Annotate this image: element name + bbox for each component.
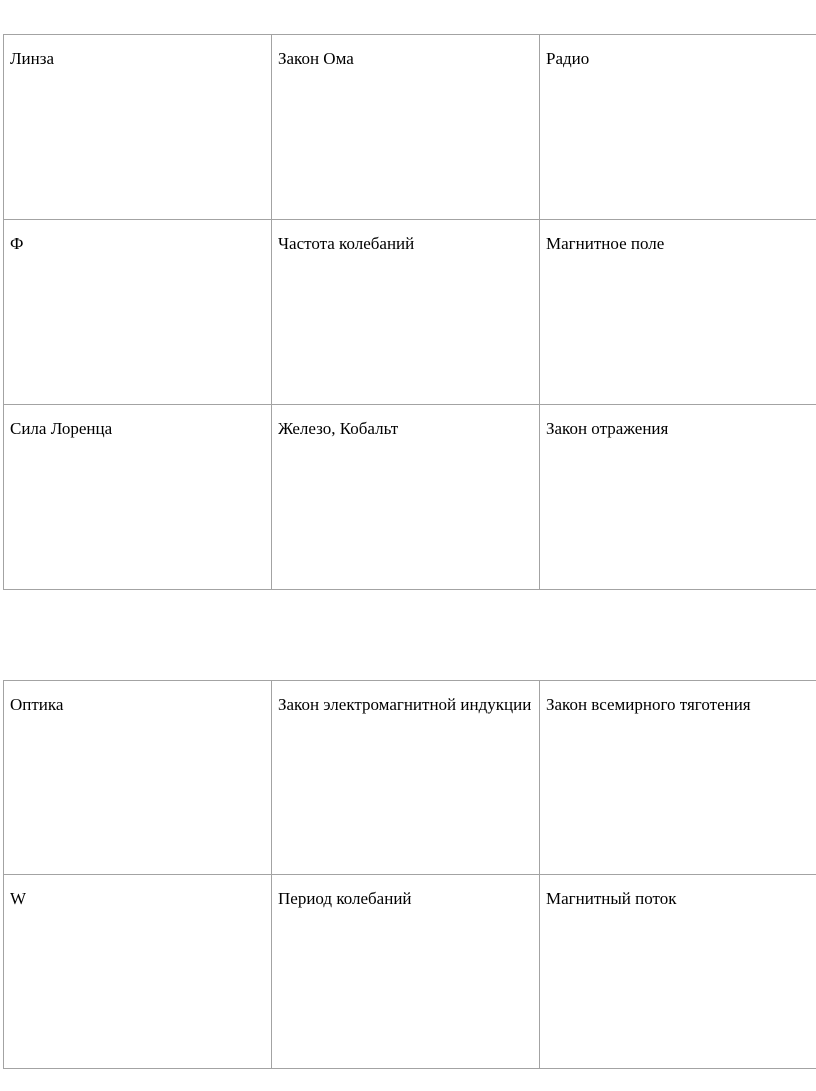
- table-cell: Закон отражения: [540, 405, 816, 590]
- table-cell: Период колебаний: [272, 875, 540, 1069]
- table-cell: Радио: [540, 35, 816, 220]
- table-cell: Закон Ома: [272, 35, 540, 220]
- table-cell: Закон всемирного тяготения: [540, 681, 816, 875]
- table-row: [4, 35, 816, 220]
- table-cell: Сила Лоренца: [4, 405, 272, 590]
- table-cell: Линза: [4, 35, 272, 220]
- table-row: [4, 220, 816, 405]
- table-row: [4, 405, 816, 590]
- table-cell: Оптика: [4, 681, 272, 875]
- table-cell: Магнитный поток: [540, 875, 816, 1069]
- table-cell: Ф: [4, 220, 272, 405]
- table-cell: Частота колебаний: [272, 220, 540, 405]
- term-table-1: [3, 34, 816, 590]
- table-cell: Железо, Кобальт: [272, 405, 540, 590]
- table-row: [4, 681, 816, 875]
- table-cell: Закон электромагнитной индукции: [272, 681, 540, 875]
- table-cell: Магнитное поле: [540, 220, 816, 405]
- table-cell: W: [4, 875, 272, 1069]
- term-table-2: [3, 680, 816, 1069]
- table-row: [4, 875, 816, 1069]
